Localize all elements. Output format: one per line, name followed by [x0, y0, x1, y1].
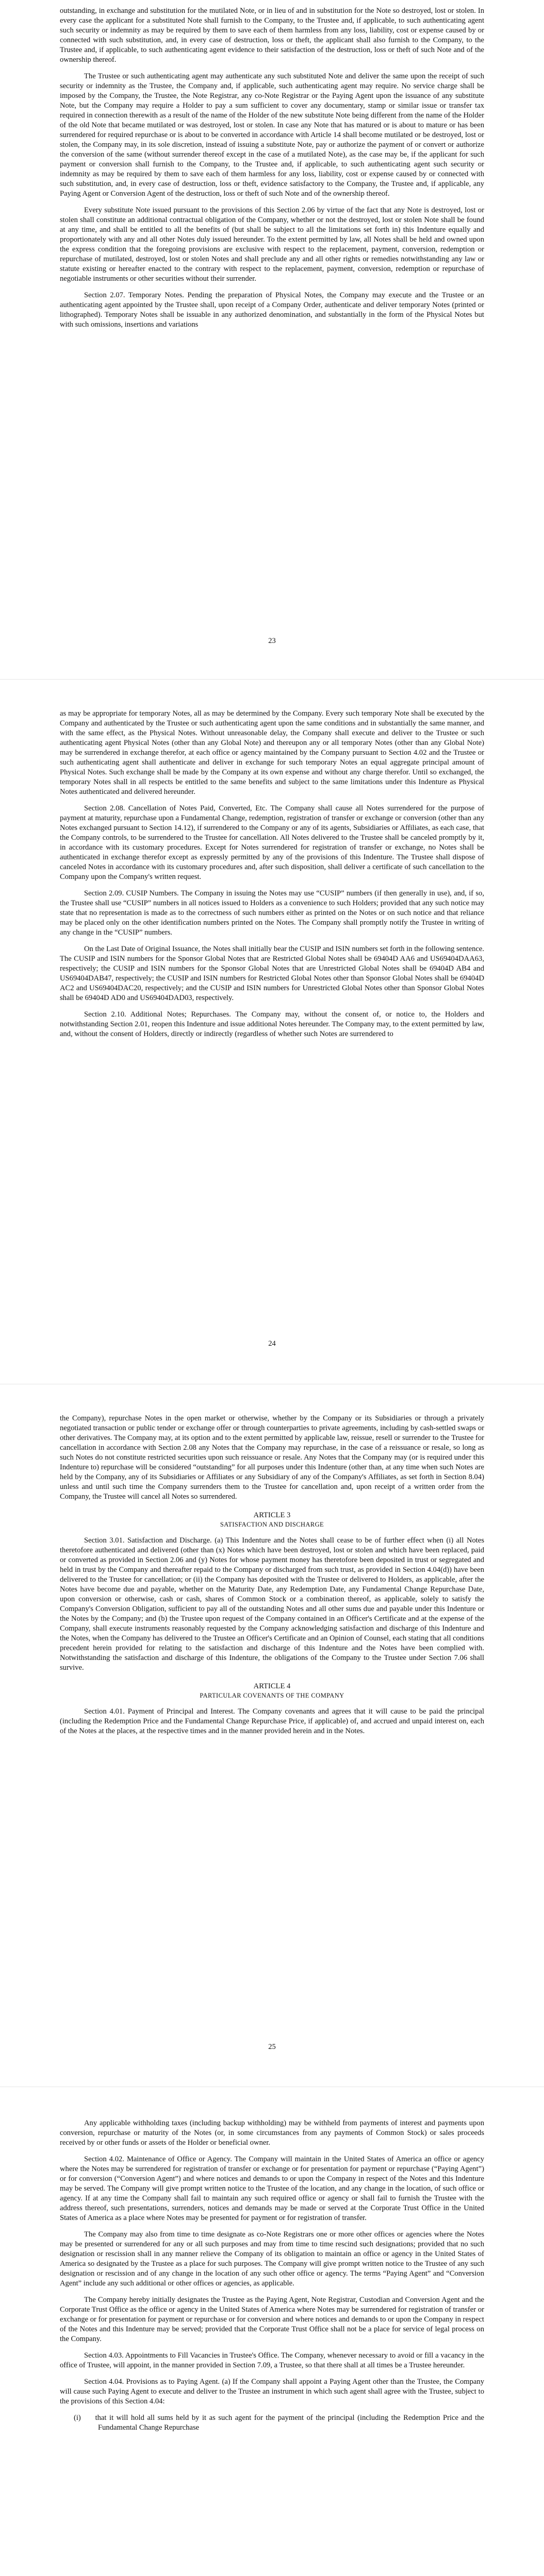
paragraph: Section 4.04. Provisions as to Paying Agent. (a) If the Company shall appoint a Paying Agent other than the Trustee, the Company will cause such Paying Agent to execute and deliver to the Trustee an instrument in which such agent shall agree with the Trustee, subject to the provisions of this Section 4.04:: [60, 2378, 484, 2405]
page-25: [0, 1414, 544, 1743]
page-26: [0, 2119, 544, 2439]
paragraph: as may be appropriate for temporary Notes, all as may be determined by the Company. Every such temporary Note shall be executed by the Company and authenticated by the Trustee or such authenticating agent upon the same conditions and in substantially the same manner, and with the same effect, as the Physical Notes. Without unreasonable delay, the Company shall execute and deliver to the Trustee or such authenticating agent Physical Notes (other than any Global Note) and thereupon any or all temporary Notes (other than any Global Note) may be surrendered in exchange therefor, at each office or agency maintained by the Company pursuant to Section 4.02 and the Trustee or such authenticating agent shall authenticate and deliver in exchange for such temporary Notes an equal aggregate principal amount of Physical Notes. Such exchange shall be made by the Company at its own expense and without any charge therefor. Until so exchanged, the temporary Notes shall in all respects be entitled to the same benefits and subject to the same limitations under this Indenture as Physical Notes authenticated and delivered hereunder.: [60, 709, 484, 796]
paragraph: the Company), repurchase Notes in the open market or otherwise, whether by the Company or its Subsidiaries or through a privately negotiated transaction or public tender or exchange offer or through counterparties to private agreements, including by cash-settled swaps or other derivatives. The Company may, at its option and to the extent permitted by applicable law, reissue, resell or surrender to the Trustee for cancellation in accordance with Section 2.08 any Notes that the Company may repurchase, in the case of a reissuance or resale, so long as such Notes do not constitute restricted securities upon such reissuance or resale. Any Notes that the Company may (or is required under this Indenture to) repurchase will be considered “outstanding” for all purposes under this Indenture (other than, at any time when such Notes are held by the Company, any of its Subsidiaries or Affiliates or any Subsidiary of any of the Company's Affiliates, as set forth in Section 8.04) unless and until such time the Company surrenders them to the Trustee for cancellation and, upon receipt of a written order from the Company, the Trustee will cancel all Notes so surrendered.: [60, 1414, 484, 1501]
paragraph: Section 4.01. Payment of Principal and Interest. The Company covenants and agrees that it will cause to be paid the principal (including the Redemption Price and the Fundamental Change Repurchase Price, if applicable) of, and accrued and unpaid interest on, each of the Notes at the places, at the respective times and in the manner provided herein and in the Notes.: [60, 1707, 484, 1735]
paragraph: Section 2.07. Temporary Notes. Pending the preparation of Physical Notes, the Company may execute and the Trustee or an authenticating agent appointed by the Trustee shall, upon receipt of a Company Order, authenticate and deliver temporary Notes (printed or lithographed). Temporary Notes shall be issuable in any authorized denomination, and substantially in the form of the Physical Notes but with such omissions, insertions and variations: [60, 291, 484, 329]
paragraph: The Company hereby initially designates the Trustee as the Paying Agent, Note Registrar, Custodian and Conversion Agent and the Corporate Trust Office as the office or agency in the United States of America where Notes may be surrendered for registration of transfer or exchange or for presentation for payment or repurchase or for conversion and where notices and demands to or upon the Company in respect of the Notes and this Indenture may be served; provided that the Corporate Trust Office shall not be a place for service of legal process on the Company.: [60, 2296, 484, 2343]
page-number: 25: [268, 2043, 276, 2051]
paragraph: Section 2.10. Additional Notes; Repurchases. The Company may, without the consent of, or notice to, the Holders and notwithstanding Section 2.01, reopen this Indenture and issue additional Notes hereunder. The Company may, to the extent permitted by law, and, without the consent of Holders, directly or indirectly (regardless of whether such Notes are surrendered to: [60, 1010, 485, 1038]
paragraph: The Company may also from time to time designate as co-Note Registrars one or more other offices or agencies where the Notes may be presented or surrendered for any or all such purposes and may from time to time rescind such designations; provided that no such designation or rescission shall in any manner relieve the Company of its obligation to maintain an office or agency in the United States of America so designated by the Trustee as a place for such purposes. The Company will give prompt written notice to the Trustee of any such designation or rescission and of any change in the location of any such other office or agency. The terms “Paying Agent” and “Conversion Agent” include any such additional or other offices or agencies, as applicable.: [60, 2230, 484, 2287]
paragraph: Every substitute Note issued pursuant to the provisions of this Section 2.06 by virtue of the fact that any Note is destroyed, lost or stolen shall constitute an additional contractual obligation of the Company, whether or not the destroyed, lost or stolen Note shall be found at any time, and shall be entitled to all the benefits of (but shall be subject to all the limitations set forth in) this Indenture equally and proportionately with any and all other Notes duly issued hereunder. To the extent permitted by law, all Notes shall be held and owned upon the express condition that the foregoing provisions are exclusive with respect to the replacement, payment, conversion, redemption or repurchase of mutilated, destroyed, lost or stolen Notes and shall preclude any and all other rights or remedies notwithstanding any law or statute existing or hereafter enacted to the contrary with respect to the replacement, payment, conversion, redemption or repurchase of negotiable instruments or other securities without their surrender.: [60, 206, 484, 283]
list-item: (i) that it will hold all sums held by it as such agent for the payment of the principal (including the Redemption Price and the Fundamental Change Repurchase: [74, 2414, 484, 2432]
page-23: [0, 6, 544, 336]
paragraph: Section 3.01. Satisfaction and Discharge. (a) This Indenture and the Notes shall cease to be of further effect when (i) all Notes theretofore authenticated and delivered (other than (x) Notes which have been destroyed, lost or stolen and which have been replaced, paid or converted as provided in Section 2.06 and (y) Notes for whose payment money has theretofore been deposited in trust or segregated and held in trust by the Company and thereafter repaid to the Company or discharged from such trust, as provided in Section 4.04(d)) have been delivered to the Trustee for cancellation; or (ii) the Company has deposited with the Trustee or delivered to Holders, as applicable, after the Notes have become due and payable, whether on the Maturity Date, any Redemption Date, any Fundamental Change Repurchase Date, upon conversion or otherwise, cash or cash, shares of Common Stock or a combination thereof, as applicable, solely to satisfy the Company's Conversion Obligation, sufficient to pay all of the outstanding Notes and all other sums due and payable under this Indenture or the Notes by the Company; and (b) the Trustee upon request of the Company contained in an Officer's Certificate and at the expense of the Company, shall execute instruments reasonably requested by the Company acknowledging satisfaction and discharge of this Indenture and the Notes, when the Company has delivered to the Trustee an Officer's Certificate and an Opinion of Counsel, each stating that all conditions precedent herein provided for relating to the satisfaction and discharge of this Indenture and the Notes have been complied with. Notwithstanding the satisfaction and discharge of this Indenture, the obligations of the Company to the Trustee under Section 7.06 shall survive.: [60, 1536, 484, 1672]
page-24: [0, 709, 544, 1046]
page-divider: [0, 679, 544, 680]
paragraph: The Trustee or such authenticating agent may authenticate any such substituted Note and deliver the same upon the receipt of such security or indemnity as the Trustee, the Company and, if applicable, such authenticating agent may require. No service charge shall be imposed by the Company, the Trustee, the Note Registrar, any co-Note Registrar or the Paying Agent upon the issuance of any substitute Note, but the Company may require a Holder to pay a sum sufficient to cover any documentary, stamp or similar issue or transfer tax required in connection therewith as a result of the name of the Holder of the new substitute Note being different from the name of the Holder of the old Note that became mutilated or was destroyed, lost or stolen. In case any Note that has matured or is about to mature or has been surrendered for required repurchase or is about to be converted in accordance with Article 14 shall become mutilated or be destroyed, lost or stolen, the Company may, in its sole discretion, instead of issuing a substitute Note, pay or authorize the payment of or convert or authorize the conversion of the same (without surrender thereof except in the case of a mutilated Note), as the case may be, if the applicant for such payment or conversion shall furnish to the Company, to the Trustee and, if applicable, to such authenticating agent such security or indemnity as may be required by them to save each of them harmless for any loss, liability, cost or expense caused by or connected with such substitution, and, in every case of destruction, loss or theft, evidence satisfactory to the Company, the Trustee and, if applicable, any Paying Agent or Conversion Agent of the destruction, loss or theft of such Note and of the ownership thereof.: [60, 72, 484, 198]
paragraph: On the Last Date of Original Issuance, the Notes shall initially bear the CUSIP and ISIN numbers set forth in the following sentence. The CUSIP and ISIN numbers for the Sponsor Global Notes that are Restricted Global Notes shall be 69404D AA6 and US69404DAA63, respectively; the CUSIP and ISIN numbers for the Sponsor Global Notes that are Unrestricted Global Notes shall be 69404D AB4 and US69404DAB47, respectively; the CUSIP and ISIN numbers for Restricted Global Notes other than Sponsor Global Notes shall be 69404D AC2 and US69404DAC20, respectively; and the CUSIP and ISIN numbers for Unrestricted Global Notes other than Sponsor Global Notes shall be 69404D AD0 and US69404DAD03, respectively.: [60, 945, 484, 1002]
page-number: 24: [268, 1340, 276, 1348]
article-heading: ARTICLE 4: [253, 1682, 291, 1690]
article-heading: ARTICLE 3: [253, 1511, 291, 1519]
article-title: PARTICULAR COVENANTS OF THE COMPANY: [200, 1692, 344, 1699]
paragraph: Section 2.09. CUSIP Numbers. The Company in issuing the Notes may use “CUSIP” numbers (if then generally in use), and, if so, the Trustee shall use “CUSIP” numbers in all notices issued to Holders as a convenience to such Holders; provided that any such notice may state that no representation is made as to the correctness of such numbers either as printed on the Notes or on such notice and that reliance may be placed only on the other identification numbers printed on the Notes. The Company shall promptly notify the Trustee in writing of any change in the “CUSIP” numbers.: [60, 889, 484, 937]
page-number: 23: [268, 637, 276, 645]
paragraph: Section 4.03. Appointments to Fill Vacancies in Trustee's Office. The Company, whenever necessary to avoid or fill a vacancy in the office of Trustee, will appoint, in the manner provided in Section 7.09, a Trustee, so that there shall at all times be a Trustee hereunder.: [60, 2351, 484, 2369]
paragraph: outstanding, in exchange and substitution for the mutilated Note, or in lieu of and in substitution for the Note so destroyed, lost or stolen. In every case the applicant for a substituted Note shall furnish to the Company, to the Trustee and, if applicable, to such authenticating agent such security or indemnity as may be required by them to save each of them harmless from any loss, liability, cost or expense caused by or connected with such substitution, and, in every case of destruction, loss or theft, the applicant shall also furnish to the Company, to the Trustee and, if applicable, to such authenticating agent evidence to their satisfaction of the destruction, loss or theft of such Note and of the ownership thereof.: [60, 7, 484, 64]
paragraph: Section 4.02. Maintenance of Office or Agency. The Company will maintain in the United States of America an office or agency where the Notes may be surrendered for registration of transfer or exchange or for presentation for payment or repurchase (“Paying Agent”) or for conversion (“Conversion Agent”) and where notices and demands to or upon the Company in respect of the Notes and this Indenture may be served. The Company will give prompt written notice to the Trustee of the location, and any change in the location, of such office or agency. If at any time the Company shall fail to maintain any such required office or agency or shall fail to furnish the Trustee with the address thereof, such presentations, surrenders, notices and demands may be made or served at the Corporate Trust Office in the United States of America as a place where Notes may be presented for payment or for registration of transfer.: [60, 2155, 484, 2222]
paragraph: Section 2.08. Cancellation of Notes Paid, Converted, Etc. The Company shall cause all Notes surrendered for the purpose of payment at maturity, repurchase upon a Fundamental Change, redemption, registration of transfer or exchange or conversion (other than any Notes exchanged pursuant to Section 14.12), if surrendered to the Company or any of its agents, Subsidiaries or Affiliates, as each case, that the Company controls, to be surrendered to the Trustee for cancellation. All Notes delivered to the Trustee shall be canceled promptly by it, in accordance with its customary procedures. Except for Notes surrendered for registration of transfer or exchange, no Notes shall be authenticated in exchange therefor except as expressly permitted by any of the provisions of this Indenture. The Trustee shall dispose of canceled Notes in accordance with its customary procedures and, after such disposition, shall deliver a certificate of such cancellation to the Company upon the Company's written request.: [60, 804, 484, 881]
paragraph: Any applicable withholding taxes (including backup withholding) may be withheld from payments of interest and payments upon conversion, repurchase or maturity of the Notes (or, in some circumstances from any payments of Common Stock) or sales proceeds received by or other funds or assets of the Holder or beneficial owner.: [60, 2119, 484, 2147]
article-title: SATISFACTION AND DISCHARGE: [220, 1521, 324, 1528]
